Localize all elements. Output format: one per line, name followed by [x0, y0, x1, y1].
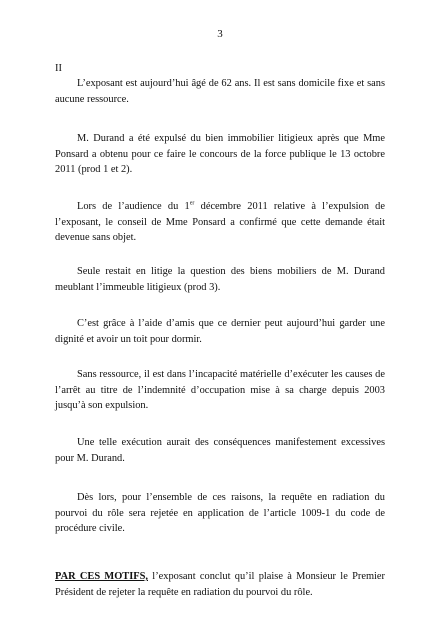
paragraph-dignite: C’est grâce à l’aide d’amis que ce dernier peut aujourd’hui garder une dignité et avoir un toit pour dormir. [55, 318, 385, 345]
paragraph-execution: Une telle exécution aurait des conséquences manifestement excessives pour M. Durand. [55, 437, 385, 464]
audience-text-after: décembre 2011 relative à l’expulsion de l’exposant, le conseil de Mme Ponsard a confirmé que cette demande était devenue sans objet. [55, 201, 385, 243]
paragraph-expulsion: M. Durand a été expulsé du bien immobilier litigieux après que Mme Ponsard a obtenu pour ce faire le concours de la force publique le 13 octobre 2011 (prod 1 et 2). [55, 133, 385, 175]
paragraph-conclusion [55, 569, 385, 600]
par-ces-motifs: PAR CES MOTIFS, [55, 571, 148, 582]
paragraph-biens-mobiliers: Seule restait en litige la question des biens mobiliers de M. Durand meublant l’immeuble litigieux (prod 3). [55, 266, 385, 293]
paragraph-sans-ressource: Sans ressource, il est dans l’incapacité matérielle d’exécuter les causes de l’arrêt au titre de l’indemnité d’occupation mise à sa charge depuis 2003 jusqu’à son expulsion. [55, 369, 385, 411]
audience-text-before: Lors de l’audience du 1 [77, 201, 190, 212]
paragraph-des-lors: Dès lors, pour l’ensemble de ces raisons, la requête en radiation du pourvoi du rôle sera rejetée en application de l’article 1009-1 du code de procédure civile. [55, 492, 385, 534]
conclusion-text: l’exposant conclut qu’il plaise à Monsieur le Premier Président de rejeter la requête en radiation du pourvoi du rôle. [55, 571, 386, 598]
section-heading: II [55, 63, 62, 74]
paragraph-age: L’exposant est aujourd’hui âgé de 62 ans. Il est sans domicile fixe et sans aucune ressource. [55, 78, 385, 105]
audience-superscript: er [189, 200, 195, 207]
page-number: 3 [217, 28, 223, 40]
paragraph-audience [55, 199, 385, 246]
